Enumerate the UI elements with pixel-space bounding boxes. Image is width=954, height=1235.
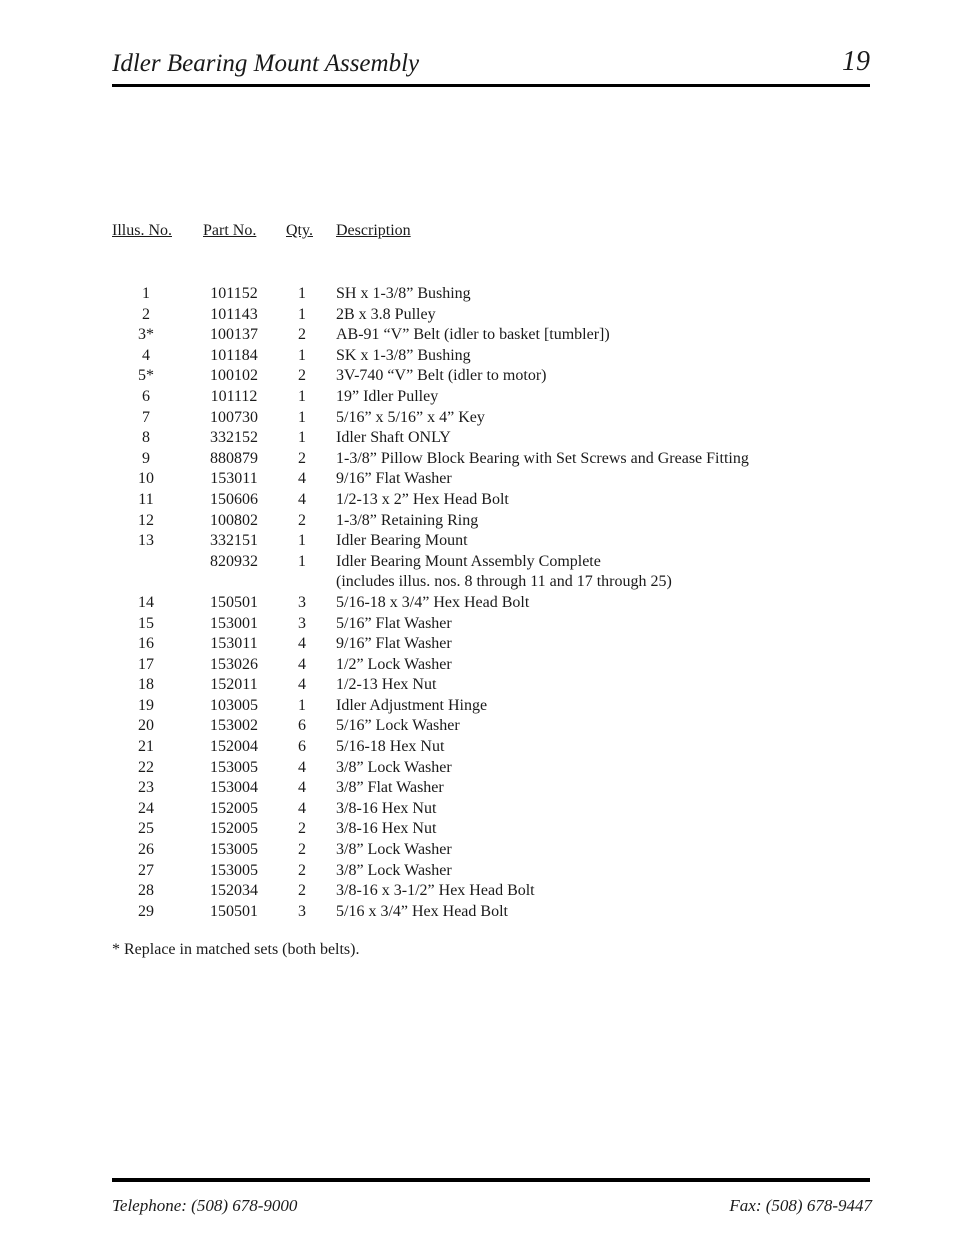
illus-number: 14 <box>138 593 154 611</box>
parts-list <box>0 284 954 922</box>
column-header-description: Description <box>336 222 411 239</box>
description: 1-3/8” Retaining Ring <box>336 511 479 529</box>
illus-number: 26 <box>138 841 154 859</box>
part-number: 332151 <box>210 532 258 550</box>
illus-number: 25 <box>138 820 154 838</box>
part-number: 101184 <box>210 346 258 364</box>
quantity: 2 <box>298 367 306 385</box>
table-row <box>0 696 954 717</box>
quantity: 2 <box>298 326 306 344</box>
table-row <box>0 469 954 490</box>
table-row <box>0 593 954 614</box>
description: 9/16” Flat Washer <box>336 635 452 653</box>
description: Idler Bearing Mount <box>336 532 468 550</box>
illus-number: 27 <box>138 861 154 879</box>
table-row <box>0 428 954 449</box>
illus-number: 22 <box>138 758 154 776</box>
quantity: 1 <box>298 408 306 426</box>
quantity: 3 <box>298 902 306 920</box>
illus-number: 21 <box>138 738 154 756</box>
part-number: 100802 <box>210 511 258 529</box>
part-number: 101112 <box>210 387 258 405</box>
quantity: 4 <box>298 758 306 776</box>
page-number: 19 <box>842 46 870 77</box>
table-row <box>0 490 954 511</box>
part-number: 880879 <box>210 449 258 467</box>
description: 1/2-13 Hex Nut <box>336 676 437 694</box>
part-number: 153004 <box>210 779 258 797</box>
table-row <box>0 366 954 387</box>
illus-number: 16 <box>138 635 154 653</box>
illus-number: 28 <box>138 882 154 900</box>
page-title: Idler Bearing Mount Assembly <box>112 50 420 77</box>
quantity: 1 <box>298 696 306 714</box>
part-number: 820932 <box>210 552 258 570</box>
table-row <box>0 614 954 635</box>
column-header-qty: Qty. <box>286 222 313 239</box>
table-row <box>0 881 954 902</box>
quantity: 2 <box>298 841 306 859</box>
quantity: 4 <box>298 470 306 488</box>
illus-number: 18 <box>138 676 154 694</box>
illus-number: 3* <box>138 326 154 344</box>
table-row <box>0 758 954 779</box>
quantity: 2 <box>298 449 306 467</box>
description: 3V-740 “V” Belt (idler to motor) <box>336 367 547 385</box>
part-number: 153002 <box>210 717 258 735</box>
illus-number: 11 <box>138 490 154 508</box>
quantity: 6 <box>298 717 306 735</box>
illus-number: 2 <box>142 305 150 323</box>
description: Idler Shaft ONLY <box>336 429 451 447</box>
quantity: 4 <box>298 635 306 653</box>
part-number: 101152 <box>210 285 258 302</box>
description: AB-91 “V” Belt (idler to basket [tumbler]) <box>336 326 610 344</box>
part-number: 153026 <box>210 655 258 673</box>
table-row <box>0 449 954 470</box>
table-row <box>0 799 954 820</box>
part-number: 153011 <box>210 470 258 488</box>
description: 3/8” Lock Washer <box>336 861 452 879</box>
description: 5/16” Flat Washer <box>336 614 452 632</box>
part-number: 152011 <box>210 676 258 694</box>
part-number: 153005 <box>210 861 258 879</box>
table-row <box>0 325 954 346</box>
description: 3/8-16 x 3-1/2” Hex Head Bolt <box>336 882 535 900</box>
illus-number: 8 <box>142 429 150 447</box>
part-number: 100102 <box>210 367 258 385</box>
quantity: 2 <box>298 820 306 838</box>
part-number: 152005 <box>210 799 258 817</box>
description: 19” Idler Pulley <box>336 387 439 405</box>
table-row <box>0 675 954 696</box>
description-continued: (includes illus. nos. 8 through 11 and 17 through 25) <box>336 573 672 591</box>
quantity: 4 <box>298 779 306 797</box>
quantity: 6 <box>298 738 306 756</box>
description: 1-3/8” Pillow Block Bearing with Set Screws and Grease Fitting <box>336 449 749 467</box>
quantity: 1 <box>298 387 306 405</box>
part-number: 150501 <box>210 593 258 611</box>
quantity: 3 <box>298 614 306 632</box>
part-number: 153005 <box>210 758 258 776</box>
quantity: 2 <box>298 882 306 900</box>
quantity: 2 <box>298 511 306 529</box>
table-row <box>0 819 954 840</box>
table-row <box>0 861 954 882</box>
description: 5/16-18 Hex Nut <box>336 738 445 756</box>
quantity: 4 <box>298 676 306 694</box>
part-number: 153011 <box>210 635 258 653</box>
part-number: 152034 <box>210 882 258 900</box>
part-number: 150501 <box>210 902 258 920</box>
illus-number: 29 <box>138 902 154 920</box>
table-row <box>0 840 954 861</box>
table-row <box>0 778 954 799</box>
table-row <box>0 511 954 532</box>
header-rule <box>112 84 870 87</box>
column-header-part: Part No. <box>203 222 257 239</box>
illus-number: 7 <box>142 408 150 426</box>
table-row <box>0 737 954 758</box>
illus-number: 20 <box>138 717 154 735</box>
illus-number: 9 <box>142 449 150 467</box>
description: 5/16” x 5/16” x 4” Key <box>336 408 485 426</box>
quantity: 4 <box>298 490 306 508</box>
part-number: 332152 <box>210 429 258 447</box>
quantity: 4 <box>298 655 306 673</box>
description: SK x 1-3/8” Bushing <box>336 346 471 364</box>
part-number: 100137 <box>210 326 258 344</box>
description: 3/8-16 Hex Nut <box>336 820 437 838</box>
description: 3/8” Flat Washer <box>336 779 444 797</box>
description: 1/2-13 x 2” Hex Head Bolt <box>336 490 509 508</box>
table-row <box>0 284 954 305</box>
illus-number: 23 <box>138 779 154 797</box>
table-row <box>0 902 954 923</box>
description: SH x 1-3/8” Bushing <box>336 285 471 302</box>
illus-number: 15 <box>138 614 154 632</box>
part-number: 152004 <box>210 738 258 756</box>
quantity: 1 <box>298 346 306 364</box>
quantity: 1 <box>298 552 306 570</box>
table-row <box>0 552 954 593</box>
illus-number: 17 <box>138 655 154 673</box>
illus-number: 24 <box>138 799 154 817</box>
description: Idler Bearing Mount Assembly Complete <box>336 552 601 570</box>
quantity: 3 <box>298 593 306 611</box>
table-row <box>0 305 954 326</box>
description: 5/16 x 3/4” Hex Head Bolt <box>336 902 508 920</box>
illus-number: 10 <box>138 470 154 488</box>
description: 1/2” Lock Washer <box>336 655 452 673</box>
illus-number: 19 <box>138 696 154 714</box>
illus-number: 6 <box>142 387 150 405</box>
table-row <box>0 408 954 429</box>
part-number: 153001 <box>210 614 258 632</box>
part-number: 100730 <box>210 408 258 426</box>
footer-fax: Fax: (508) 678-9447 <box>729 1196 872 1215</box>
illus-number: 4 <box>142 346 150 364</box>
table-row <box>0 634 954 655</box>
footer-telephone: Telephone: (508) 678-9000 <box>112 1196 298 1215</box>
footer-rule <box>112 1178 870 1182</box>
description: 5/16-18 x 3/4” Hex Head Bolt <box>336 593 530 611</box>
part-number: 153005 <box>210 841 258 859</box>
table-row <box>0 655 954 676</box>
column-header-illus: Illus. No. <box>112 222 172 239</box>
illus-number: 13 <box>138 532 154 550</box>
part-number: 101143 <box>210 305 258 323</box>
quantity: 4 <box>298 799 306 817</box>
illus-number: 1 <box>142 285 150 302</box>
part-number: 103005 <box>210 696 258 714</box>
description: 9/16” Flat Washer <box>336 470 452 488</box>
description: 3/8-16 Hex Nut <box>336 799 437 817</box>
quantity: 1 <box>298 532 306 550</box>
part-number: 152005 <box>210 820 258 838</box>
table-row <box>0 531 954 552</box>
table-row <box>0 387 954 408</box>
table-row <box>0 716 954 737</box>
quantity: 1 <box>298 285 306 302</box>
illus-number: 12 <box>138 511 154 529</box>
description: 3/8” Lock Washer <box>336 758 452 776</box>
table-row <box>0 346 954 367</box>
description: 2B x 3.8 Pulley <box>336 305 436 323</box>
description: 5/16” Lock Washer <box>336 717 460 735</box>
part-number: 150606 <box>210 490 258 508</box>
quantity: 1 <box>298 305 306 323</box>
illus-number: 5* <box>138 367 154 385</box>
description: 3/8” Lock Washer <box>336 841 452 859</box>
quantity: 2 <box>298 861 306 879</box>
description: Idler Adjustment Hinge <box>336 696 488 714</box>
quantity: 1 <box>298 429 306 447</box>
footnote: * Replace in matched sets (both belts). <box>112 941 360 958</box>
